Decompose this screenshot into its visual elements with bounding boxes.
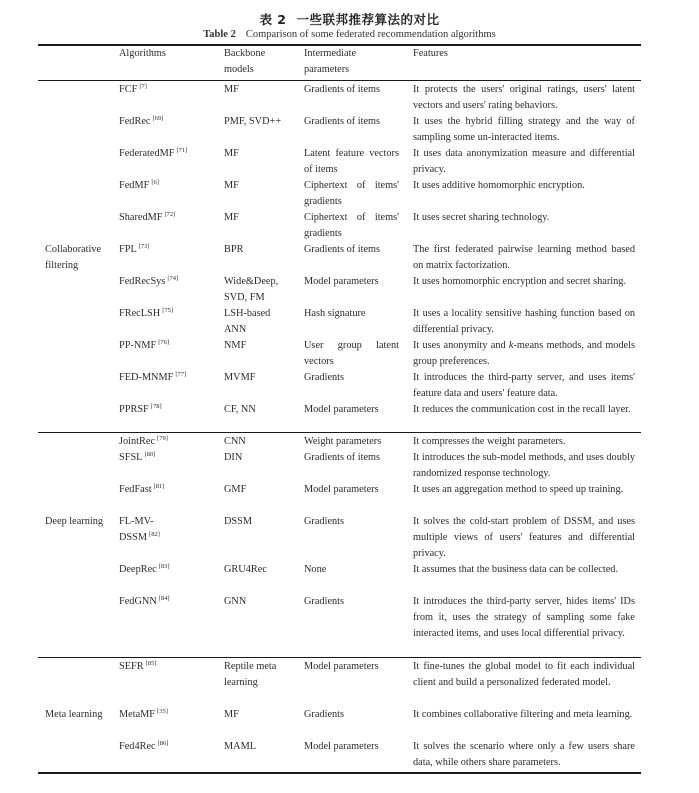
citation-ref: [71] bbox=[176, 147, 188, 154]
algorithm-cell bbox=[119, 482, 219, 498]
backbone-cell: PMF, SVD++ bbox=[224, 116, 282, 127]
citation-ref: [78] bbox=[150, 403, 162, 410]
algorithm-name: PPRSF bbox=[119, 404, 149, 415]
citation-ref: [69] bbox=[152, 115, 164, 122]
backbone-cell: MF bbox=[224, 84, 239, 95]
header-intermediate-parameters: Intermediate parameters bbox=[304, 48, 357, 75]
features-cell: It introduces the third-party server, and uses items' feature data and users' feature data. bbox=[413, 372, 635, 399]
citation-ref: [79] bbox=[157, 435, 168, 442]
header-rule bbox=[38, 80, 641, 81]
group-divider-2 bbox=[38, 657, 641, 658]
caption-cn-title: 一些联邦推荐算法的对比 bbox=[296, 12, 440, 27]
backbone-cell: NMF bbox=[224, 340, 247, 351]
caption-en-label: Table 2 bbox=[203, 29, 236, 40]
citation-ref: [77] bbox=[175, 371, 187, 378]
intermediate-cell: Model parameters bbox=[304, 661, 379, 672]
features-cell: It uses homomorphic encryption and secret sharing. bbox=[413, 276, 627, 287]
intermediate-cell: Weight parameters bbox=[304, 436, 382, 447]
features-cell: It uses additive homomorphic encryption. bbox=[413, 180, 585, 191]
citation-ref: [73] bbox=[138, 243, 150, 250]
intermediate-cell: Gradients bbox=[304, 516, 345, 527]
backbone-cell: DSSM bbox=[224, 516, 253, 527]
citation-ref: [76] bbox=[158, 339, 170, 346]
citation-ref: [7] bbox=[139, 83, 147, 90]
bottom-rule bbox=[38, 772, 641, 774]
group-divider-1 bbox=[38, 432, 641, 433]
algorithm-cell bbox=[119, 562, 219, 578]
features-cell: It uses the hybrid filling strategy and the way of sampling some un-interacted items. bbox=[413, 116, 635, 143]
algorithm-cell bbox=[119, 370, 219, 386]
features-cell: It protects the users' original ratings, users' latent vectors and users' rating behaviors. bbox=[413, 84, 635, 111]
backbone-cell: CF, NN bbox=[224, 404, 256, 415]
citation-ref: [85] bbox=[145, 660, 157, 667]
category-label: Meta learning bbox=[45, 709, 103, 720]
backbone-cell: Reptile meta learning bbox=[224, 661, 277, 688]
features-cell: It solves the scenario where only a few users share data, while others share parameters. bbox=[413, 741, 635, 768]
intermediate-cell: Gradients of items bbox=[304, 84, 381, 95]
algorithm-cell bbox=[119, 402, 219, 418]
algorithm-name: SEFR bbox=[119, 661, 144, 672]
algorithm-cell bbox=[119, 338, 219, 354]
backbone-cell: MF bbox=[224, 180, 239, 191]
header-features: Features bbox=[413, 48, 448, 59]
citation-ref: [6] bbox=[151, 179, 159, 186]
intermediate-cell: Model parameters bbox=[304, 276, 379, 287]
intermediate-cell: Hash signature bbox=[304, 308, 366, 319]
algorithm-cell bbox=[119, 82, 219, 98]
intermediate-cell: Model parameters bbox=[304, 404, 379, 415]
algorithm-cell bbox=[119, 114, 219, 130]
backbone-cell: MF bbox=[224, 212, 239, 223]
algorithm-name: FedRec bbox=[119, 116, 151, 127]
intermediate-cell: Model parameters bbox=[304, 741, 379, 752]
intermediate-cell: Ciphertext of items' gradients bbox=[304, 212, 399, 239]
features-cell: It fine-tunes the global model to fit each individual client and build a personalized federated model. bbox=[413, 661, 635, 688]
intermediate-cell: Gradients of items bbox=[304, 452, 381, 463]
algorithm-cell bbox=[119, 306, 219, 322]
backbone-cell: MF bbox=[224, 709, 239, 720]
algorithm-name: FedFast bbox=[119, 484, 152, 495]
backbone-cell: CNN bbox=[224, 436, 246, 447]
algorithm-name: FedGNN bbox=[119, 596, 157, 607]
algorithm-name: FPL bbox=[119, 244, 137, 255]
caption-chinese bbox=[0, 10, 699, 28]
backbone-cell: GMF bbox=[224, 484, 247, 495]
backbone-cell: LSH-based ANN bbox=[224, 308, 271, 335]
algorithm-name: SharedMF bbox=[119, 212, 163, 223]
citation-ref: [74] bbox=[167, 275, 179, 282]
algorithm-name: FL-MV-DSSM bbox=[119, 516, 154, 543]
intermediate-cell: User group latent vectors bbox=[304, 340, 399, 367]
backbone-cell: DIN bbox=[224, 452, 243, 463]
features-cell: It uses an aggregation method to speed up training. bbox=[413, 484, 624, 495]
citation-ref: [82] bbox=[149, 531, 160, 538]
algorithm-name: SFSL bbox=[119, 452, 143, 463]
intermediate-cell: Gradients of items bbox=[304, 244, 381, 255]
features-cell: It solves the cold-start problem of DSSM, and uses multiple views of users' features and differential privacy. bbox=[413, 516, 635, 559]
citation-ref: [35] bbox=[157, 708, 168, 715]
category-label: Collaborative filtering bbox=[45, 244, 102, 271]
features-cell: The first federated pairwise learning method based on matrix factorization. bbox=[413, 244, 635, 271]
caption-cn-label: 表 2 bbox=[259, 12, 287, 27]
algorithm-cell bbox=[119, 659, 219, 675]
category-label: Deep learning bbox=[45, 516, 104, 527]
intermediate-cell: None bbox=[304, 564, 327, 575]
intermediate-cell: Gradients bbox=[304, 596, 345, 607]
features-cell: It assumes that the business data can be collected. bbox=[413, 564, 619, 575]
intermediate-cell: Model parameters bbox=[304, 484, 379, 495]
algorithm-cell bbox=[119, 210, 219, 226]
backbone-cell: BPR bbox=[224, 244, 244, 255]
features-cell: It uses anonymity and k-means methods, and models group preferences. bbox=[413, 340, 635, 367]
intermediate-cell: Latent feature vectors of items bbox=[304, 148, 399, 175]
citation-ref: [80] bbox=[144, 451, 156, 458]
algorithm-name: DeepRec bbox=[119, 564, 157, 575]
backbone-cell: GNN bbox=[224, 596, 247, 607]
intermediate-cell: Gradients of items bbox=[304, 116, 381, 127]
algorithm-cell bbox=[119, 514, 189, 546]
algorithm-cell bbox=[119, 707, 219, 723]
algorithm-cell bbox=[119, 146, 219, 162]
algorithm-cell bbox=[119, 434, 219, 450]
algorithm-name: FCF bbox=[119, 84, 138, 95]
header-algorithms: Algorithms bbox=[119, 48, 166, 59]
caption-en-title: Comparison of some federated recommendation algorithms bbox=[245, 29, 496, 40]
features-cell: It combines collaborative filtering and meta learning. bbox=[413, 709, 633, 720]
backbone-cell: MF bbox=[224, 148, 239, 159]
features-cell: It uses secret sharing technology. bbox=[413, 212, 550, 223]
features-cell: It uses data anonymization measure and differential privacy. bbox=[413, 148, 635, 175]
backbone-cell: MVMF bbox=[224, 372, 256, 383]
citation-ref: [84] bbox=[158, 595, 170, 602]
algorithm-cell bbox=[119, 594, 219, 610]
algorithm-name: PP-NMF bbox=[119, 340, 157, 351]
backbone-cell: Wide&Deep, SVD, FM bbox=[224, 276, 279, 303]
caption-english bbox=[0, 29, 699, 40]
features-cell: It introduces the sub-model methods, and uses doubly randomized response technology. bbox=[413, 452, 635, 479]
algorithm-name: Fed4Rec bbox=[119, 741, 156, 752]
citation-ref: [86] bbox=[157, 740, 169, 747]
features-cell: It compresses the weight parameters. bbox=[413, 436, 566, 447]
algorithm-cell bbox=[119, 242, 219, 258]
algorithm-cell bbox=[119, 178, 219, 194]
intermediate-cell: Gradients bbox=[304, 372, 345, 383]
algorithm-name: FederatedMF bbox=[119, 148, 175, 159]
header-backbone-models: Backbone models bbox=[224, 48, 266, 75]
intermediate-cell: Gradients bbox=[304, 709, 345, 720]
algorithm-name: FRecLSH bbox=[119, 308, 161, 319]
algorithm-name: FedRecSys bbox=[119, 276, 166, 287]
citation-ref: [83] bbox=[158, 563, 170, 570]
citation-ref: [75] bbox=[162, 307, 174, 314]
intermediate-cell: Ciphertext of items' gradients bbox=[304, 180, 399, 207]
algorithm-cell bbox=[119, 274, 219, 290]
features-cell: It introduces the third-party server, hides items' IDs from it, uses the strategy of sampling some fake interacted items, and uses local differential privacy. bbox=[413, 596, 635, 639]
backbone-cell: GRU4Rec bbox=[224, 564, 267, 575]
algorithm-name: FedMF bbox=[119, 180, 150, 191]
backbone-cell: MAML bbox=[224, 741, 257, 752]
citation-ref: [72] bbox=[164, 211, 176, 218]
algorithm-cell bbox=[119, 739, 219, 755]
algorithm-name: FED-MNMF bbox=[119, 372, 174, 383]
algorithm-cell bbox=[119, 450, 219, 466]
algorithm-name: JointRec bbox=[119, 436, 156, 447]
features-cell: It uses a locality sensitive hashing function based on differential privacy. bbox=[413, 308, 635, 335]
features-cell: It reduces the communication cost in the recall layer. bbox=[413, 404, 631, 415]
citation-ref: [81] bbox=[153, 483, 165, 490]
algorithm-name: MetaMF bbox=[119, 709, 156, 720]
